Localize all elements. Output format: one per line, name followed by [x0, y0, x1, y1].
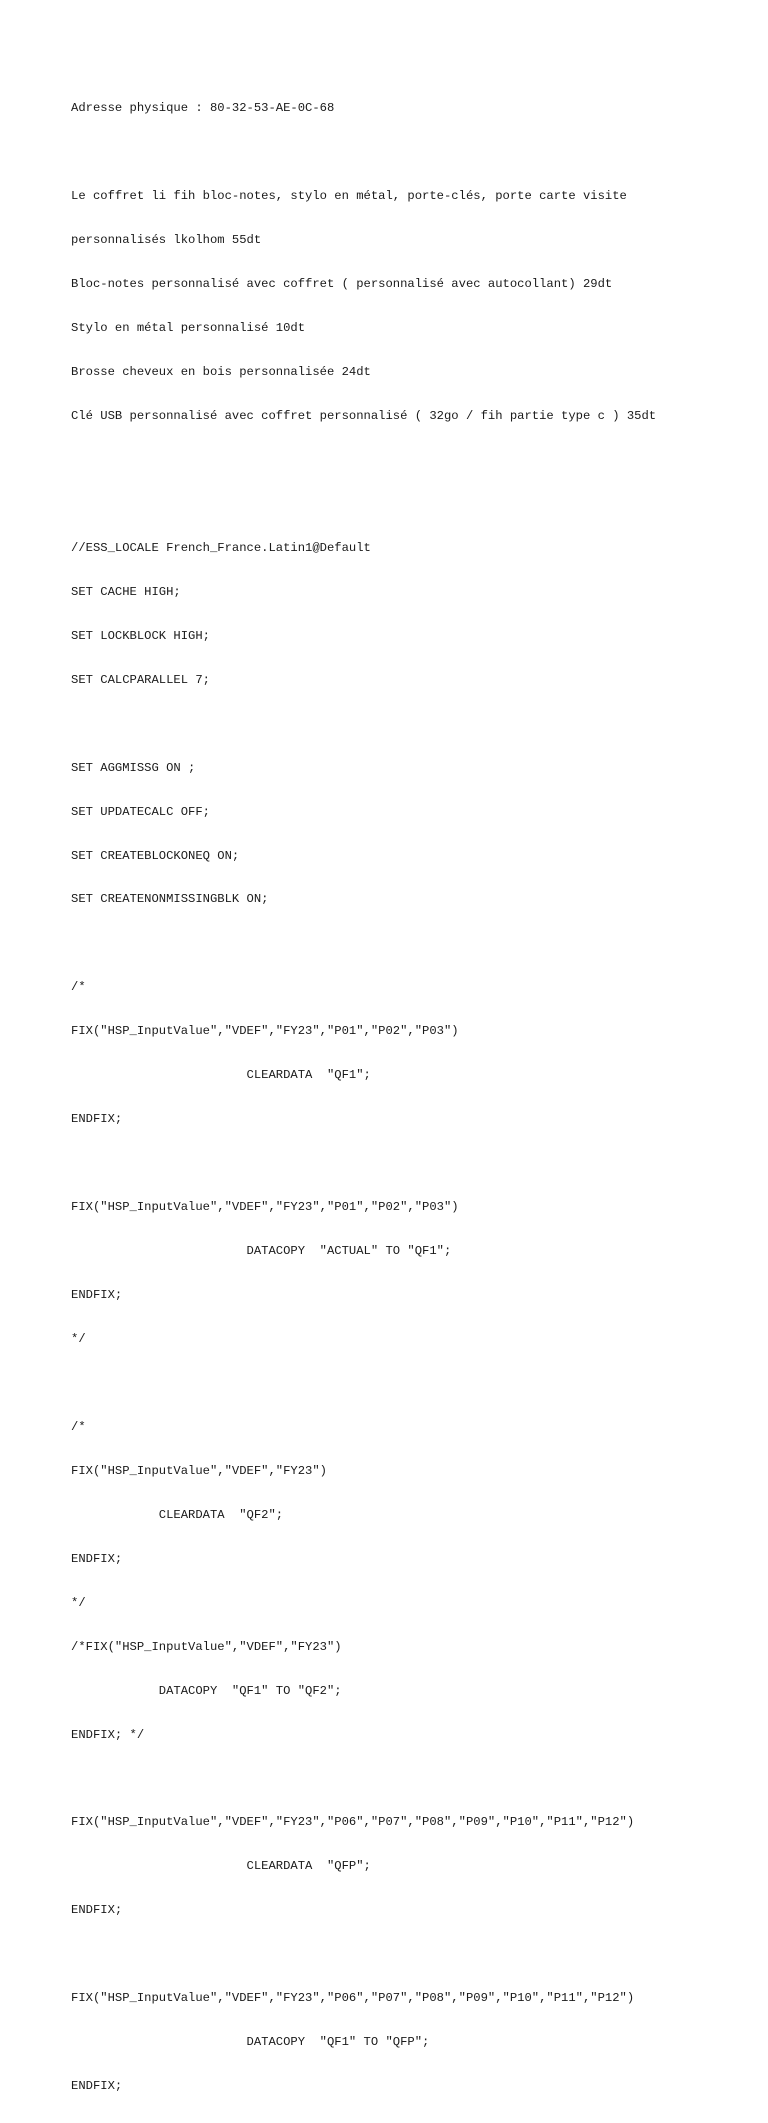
code-line: ENDFIX;	[71, 1551, 123, 1566]
code-line: SET AGGMISSG ON ;	[71, 760, 196, 775]
blank-line	[71, 936, 761, 951]
text-line: Adresse physique : 80-32-53-AE-0C-68	[71, 101, 335, 116]
code-line: CLEARDATA "QFP";	[71, 1859, 371, 1874]
blank-line	[71, 1772, 761, 1787]
code-line: FIX("HSP_InputValue","VDEF","FY23","P01","P02","P03")	[71, 1200, 459, 1215]
code-line: FIX("HSP_InputValue","VDEF","FY23","P06","P07","P08","P09","P10","P11","P12")	[71, 1815, 635, 1830]
blank-line	[71, 1376, 761, 1391]
blank-line	[71, 1156, 761, 1171]
code-line: ENDFIX;	[71, 1903, 123, 1918]
text-line: personnalisés lkolhom 55dt	[71, 233, 262, 248]
text-line: Clé USB personnalisé avec coffret personnalisé ( 32go / fih partie type c ) 35dt	[71, 408, 657, 423]
code-line: FIX("HSP_InputValue","VDEF","FY23","P01","P02","P03")	[71, 1024, 459, 1039]
code-line: /*	[71, 980, 86, 995]
text-line: Bloc-notes personnalisé avec coffret ( personnalisé avec autocollant) 29dt	[71, 277, 613, 292]
code-line: CLEARDATA "QF2";	[71, 1507, 284, 1522]
code-line: DATACOPY "ACTUAL" TO "QF1";	[71, 1244, 452, 1259]
code-line: SET CREATENONMISSINGBLK ON;	[71, 892, 269, 907]
code-line: SET LOCKBLOCK HIGH;	[71, 628, 210, 643]
code-line: */	[71, 1595, 86, 1610]
code-line: ENDFIX;	[71, 1288, 123, 1303]
code-line: SET CACHE HIGH;	[71, 584, 181, 599]
code-line: ENDFIX;	[71, 2079, 123, 2094]
code-line: */	[71, 1332, 86, 1346]
blank-line	[71, 1947, 761, 1962]
code-line: FIX("HSP_InputValue","VDEF","FY23","P06","P07","P08","P09","P10","P11","P12")	[71, 1991, 635, 2006]
text-line: Stylo en métal personnalisé 10dt	[71, 321, 306, 336]
code-line: //ESS_LOCALE French_France.Latin1@Default	[71, 540, 371, 555]
code-line: SET CREATEBLOCKONEQ ON;	[71, 848, 240, 863]
code-line: DATACOPY "QF1" TO "QFP";	[71, 2035, 430, 2050]
blank-line	[71, 497, 761, 512]
document-text-body	[71, 72, 761, 2123]
code-line: CLEARDATA "QF1";	[71, 1068, 371, 1083]
code-line: ENDFIX; */	[71, 1727, 145, 1742]
code-line: SET UPDATECALC OFF;	[71, 804, 210, 819]
code-line: DATACOPY "QF1" TO "QF2";	[71, 1683, 342, 1698]
blank-line	[71, 145, 761, 160]
code-line: /*	[71, 1419, 86, 1434]
blank-line	[71, 717, 761, 732]
code-line: ENDFIX;	[71, 1112, 123, 1127]
code-line: SET CALCPARALLEL 7;	[71, 672, 210, 687]
blank-line	[71, 453, 761, 468]
text-line: Brosse cheveux en bois personnalisée 24dt	[71, 365, 371, 380]
code-line: /*FIX("HSP_InputValue","VDEF","FY23")	[71, 1639, 342, 1654]
code-line: FIX("HSP_InputValue","VDEF","FY23")	[71, 1463, 327, 1478]
text-line: Le coffret li fih bloc-notes, stylo en métal, porte-clés, porte carte visite	[71, 189, 627, 204]
